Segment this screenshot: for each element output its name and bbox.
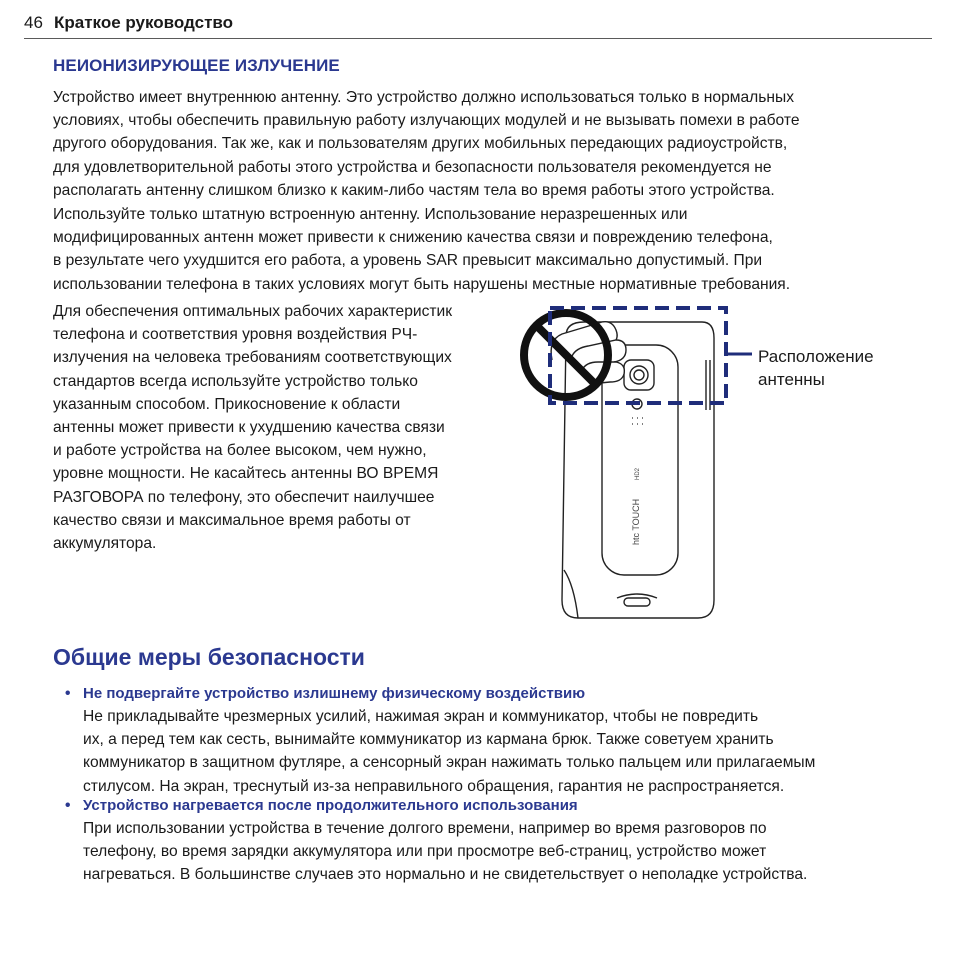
safety-item-body: Не прикладывайте чрезмерных усилий, нажимая экран и коммуникатор, чтобы не повредить их, а перед тем как сесть, вынимайте коммуникатор из кармана брюк. Также советуем хранить коммуникатор в защитном футляре, а сенсорный экран нажимать только пальцем или прилагаемым стилусом. На экран, треснутый из-за неправильного обращения, гарантия не распространяется. [83,708,816,795]
camera-icon [624,360,654,390]
phone-model-text: HD2 [635,467,641,480]
phone-antenna-figure [512,300,752,625]
phone-brand-text: htc TOUCH [631,498,641,545]
speaker-grill-icon [632,418,643,424]
document-title: Краткое руководство [54,13,234,32]
page-number: 46 [24,13,43,32]
bullet-icon: • [65,685,71,702]
safety-heading: Общие меры безопасности [53,644,365,670]
camera-lens [630,366,648,384]
safety-item-title: Устройство нагревается после продолжительного использования [83,797,578,814]
paragraph-antenna-contact: Для обеспечения оптимальных рабочих характеристик телефона и соответствия уровня воздействия РЧ- излучения на человека требованиям соответствующих стандартов всегда используйте устройство только указанным способом. Прикосновение к области антенны может привести к ухудшению качества связи и работе устройства на более высоком, чем нужно, уровне мощности. Не касайтесь антенны ВО ВРЕМЯ РАЗГОВОРА по телефону, это обеспечит наилучшее качество связи и максимальное время работы от аккумулятора. [53,303,453,553]
safety-item-title: Не подвергайте устройство излишнему физическому воздействию [83,685,586,702]
page-header [24,12,932,39]
bullet-icon: • [65,797,71,814]
antenna-location-label: Расположение антенны [758,347,874,389]
safety-item-body: При использовании устройства в течение долгого времени, например во время разговоров по телефону, во время зарядки аккумулятора или при просмотре веб-страниц, устройство может нагреваться. В большинстве случаев это нормально и не свидетельствует о неполадке устройства. [83,820,808,884]
section-heading: НЕИОНИЗИРУЮЩЕЕ ИЗЛУЧЕНИЕ [53,56,340,75]
paragraph-antenna-usage: Используйте только штатную встроенную антенну. Использование неразрешенных или модифицированных антенн может привести к снижению качества связи и повреждению телефона, в результате чего ухудшится его работа, а уровень SAR превысит максимально допустимый. При использовании телефона в таких условиях могут быть нарушены местные нормативные требования. [53,206,791,293]
paragraph-antenna-intro: Устройство имеет внутреннюю антенну. Это устройство должно использоваться только в нормальных условиях, чтобы обеспечить правильную работу излучающих модулей и не вызывать помехи в работе другого оборудования. Так же, как и пользователям других мобильных передающих радиоустройств, для удовлетворительной работы этого устройства и безопасности пользователя рекомендуется не располагать антенну слишком близко к каким-либо частям тела во время работы этого устройства. [53,89,800,199]
